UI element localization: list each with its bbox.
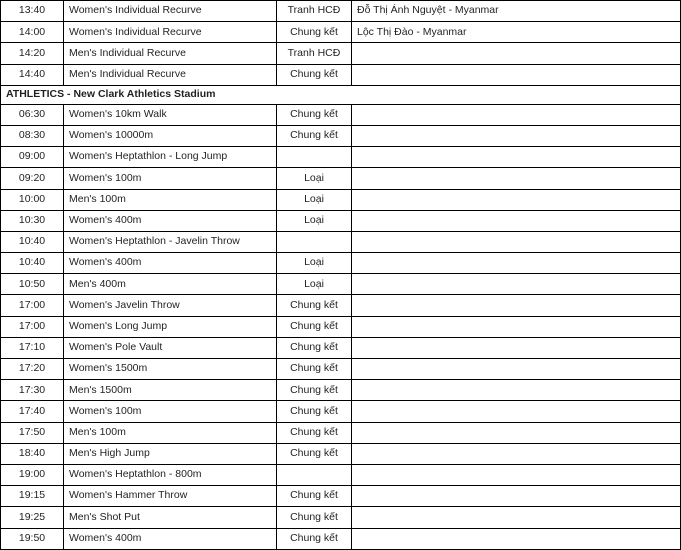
event-time: 10:50 — [1, 274, 64, 295]
event-time: 10:00 — [1, 189, 64, 210]
table-row — [1, 43, 681, 64]
event-athlete — [352, 274, 681, 295]
event-time: 17:00 — [1, 295, 64, 316]
event-round: Loại — [277, 210, 352, 231]
event-name: Women's Individual Recurve — [64, 22, 277, 43]
table-row — [1, 104, 681, 125]
event-time: 19:25 — [1, 507, 64, 528]
table-row — [1, 380, 681, 401]
event-name: Women's Heptathlon - 800m — [64, 464, 277, 485]
event-name: Women's 400m — [64, 210, 277, 231]
event-round: Chung kết — [277, 125, 352, 146]
event-name: Women's 10km Walk — [64, 104, 277, 125]
event-athlete — [352, 64, 681, 85]
table-row — [1, 359, 681, 380]
table-row — [1, 295, 681, 316]
table-row — [1, 64, 681, 85]
table-row — [1, 274, 681, 295]
table-row — [1, 464, 681, 485]
event-time: 17:30 — [1, 380, 64, 401]
event-name: Men's 100m — [64, 422, 277, 443]
event-time: 17:20 — [1, 359, 64, 380]
event-name: Men's Shot Put — [64, 507, 277, 528]
event-name: Women's Pole Vault — [64, 337, 277, 358]
event-athlete — [352, 528, 681, 549]
event-athlete — [352, 337, 681, 358]
table-row — [1, 401, 681, 422]
event-time: 10:40 — [1, 253, 64, 274]
event-name: Women's 400m — [64, 253, 277, 274]
event-athlete — [352, 104, 681, 125]
event-name: Men's Individual Recurve — [64, 43, 277, 64]
event-round — [277, 231, 352, 252]
event-time: 19:15 — [1, 486, 64, 507]
event-name: Women's Long Jump — [64, 316, 277, 337]
event-athlete — [352, 401, 681, 422]
event-round: Chung kết — [277, 316, 352, 337]
event-round: Loại — [277, 168, 352, 189]
event-athlete — [352, 168, 681, 189]
event-time: 19:00 — [1, 464, 64, 485]
event-athlete — [352, 486, 681, 507]
table-row — [1, 125, 681, 146]
event-name: Women's Heptathlon - Javelin Throw — [64, 231, 277, 252]
event-name: Women's 1500m — [64, 359, 277, 380]
event-round: Loại — [277, 189, 352, 210]
event-round: Tranh HCĐ — [277, 1, 352, 22]
event-round: Chung kết — [277, 528, 352, 549]
table-row — [1, 422, 681, 443]
table-row — [1, 147, 681, 168]
schedule-table-body — [1, 1, 681, 550]
event-round: Tranh HCĐ — [277, 43, 352, 64]
event-athlete — [352, 231, 681, 252]
event-name: Women's Javelin Throw — [64, 295, 277, 316]
event-name: Men's 400m — [64, 274, 277, 295]
event-name: Women's 10000m — [64, 125, 277, 146]
event-time: 08:30 — [1, 125, 64, 146]
event-athlete — [352, 125, 681, 146]
event-round — [277, 147, 352, 168]
event-name: Women's Individual Recurve — [64, 1, 277, 22]
event-athlete — [352, 316, 681, 337]
event-athlete — [352, 464, 681, 485]
table-row — [1, 507, 681, 528]
event-round: Chung kết — [277, 443, 352, 464]
event-athlete — [352, 507, 681, 528]
event-time: 17:50 — [1, 422, 64, 443]
event-round: Chung kết — [277, 295, 352, 316]
event-athlete — [352, 295, 681, 316]
event-time: 14:20 — [1, 43, 64, 64]
event-athlete — [352, 443, 681, 464]
table-row — [1, 443, 681, 464]
event-athlete — [352, 253, 681, 274]
event-athlete — [352, 43, 681, 64]
event-athlete: Đỗ Thị Ánh Nguyệt - Myanmar — [352, 1, 681, 22]
event-round — [277, 464, 352, 485]
event-time: 09:20 — [1, 168, 64, 189]
table-row — [1, 1, 681, 22]
event-athlete — [352, 189, 681, 210]
event-name: Women's Hammer Throw — [64, 486, 277, 507]
event-name: Men's Individual Recurve — [64, 64, 277, 85]
event-athlete — [352, 422, 681, 443]
event-time: 18:40 — [1, 443, 64, 464]
event-athlete — [352, 210, 681, 231]
event-round: Chung kết — [277, 359, 352, 380]
event-time: 19:50 — [1, 528, 64, 549]
event-name: Men's High Jump — [64, 443, 277, 464]
event-time: 06:30 — [1, 104, 64, 125]
event-round: Chung kết — [277, 104, 352, 125]
venue-section-title: ATHLETICS - New Clark Athletics Stadium — [1, 85, 681, 104]
event-round: Chung kết — [277, 507, 352, 528]
event-round: Chung kết — [277, 486, 352, 507]
event-round: Loại — [277, 274, 352, 295]
event-round: Chung kết — [277, 401, 352, 422]
table-row — [1, 528, 681, 549]
table-row — [1, 486, 681, 507]
event-round: Chung kết — [277, 22, 352, 43]
event-athlete: Lộc Thị Đào - Myanmar — [352, 22, 681, 43]
event-time: 14:40 — [1, 64, 64, 85]
event-round: Chung kết — [277, 380, 352, 401]
event-time: 09:00 — [1, 147, 64, 168]
event-time: 14:00 — [1, 22, 64, 43]
event-name: Women's 400m — [64, 528, 277, 549]
table-row — [1, 253, 681, 274]
event-time: 10:30 — [1, 210, 64, 231]
event-time: 13:40 — [1, 1, 64, 22]
event-time: 17:10 — [1, 337, 64, 358]
event-athlete — [352, 380, 681, 401]
event-time: 17:00 — [1, 316, 64, 337]
event-name: Women's Heptathlon - Long Jump — [64, 147, 277, 168]
event-athlete — [352, 147, 681, 168]
table-row — [1, 337, 681, 358]
event-time: 17:40 — [1, 401, 64, 422]
event-round: Loại — [277, 253, 352, 274]
table-row — [1, 189, 681, 210]
event-name: Women's 100m — [64, 168, 277, 189]
event-name: Men's 100m — [64, 189, 277, 210]
venue-section-row — [1, 85, 681, 104]
event-round: Chung kết — [277, 64, 352, 85]
event-athlete — [352, 359, 681, 380]
table-row — [1, 22, 681, 43]
event-name: Men's 1500m — [64, 380, 277, 401]
event-round: Chung kết — [277, 337, 352, 358]
event-round: Chung kết — [277, 422, 352, 443]
table-row — [1, 168, 681, 189]
event-name: Women's 100m — [64, 401, 277, 422]
table-row — [1, 316, 681, 337]
event-time: 10:40 — [1, 231, 64, 252]
table-row — [1, 231, 681, 252]
table-row — [1, 210, 681, 231]
